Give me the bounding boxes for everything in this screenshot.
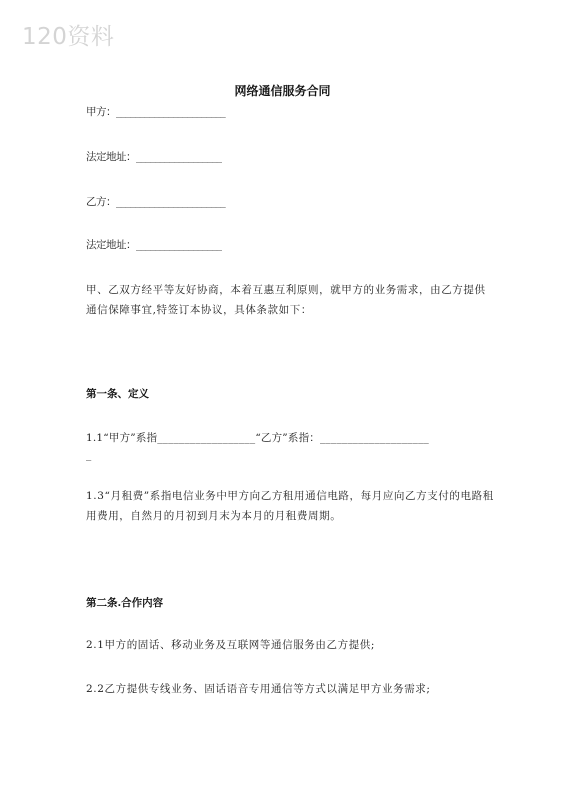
intro-paragraph: 甲、乙双方经平等友好协商，本着互惠互利原则，就甲方的业务需求，由乙方提供通信保障事宜,特签订本协议，具体条款如下： bbox=[86, 284, 486, 316]
party-a-line: 甲方：_______________________ bbox=[86, 106, 226, 118]
party-a-address-line: 法定地址：__________________ bbox=[86, 151, 222, 163]
clause-1-1-continuation: _ bbox=[86, 449, 92, 461]
document-title: 网络通信服务合同 bbox=[234, 84, 331, 98]
clause-1-1: 1.1“甲方”系指__________________“乙方”系指：____________________ bbox=[86, 432, 429, 444]
watermark-logo: 120资料 bbox=[22, 24, 115, 50]
article-2-heading: 第二条.合作内容 bbox=[86, 597, 164, 609]
article-1-heading: 第一条、定义 bbox=[86, 388, 149, 400]
party-b-address-line: 法定地址：__________________ bbox=[86, 239, 222, 251]
clause-2-2: 2.2乙方提供专线业务、固话语音专用通信等方式以满足甲方业务需求; bbox=[86, 683, 431, 695]
clause-1-3: 1.3“月租费”系指电信业务中甲方向乙方租用通信电路，每月应向乙方支付的电路租用费用，自然月的月初到月末为本月的月租费周期。 bbox=[86, 490, 494, 522]
clause-2-1: 2.1甲方的固话、移动业务及互联网等通信服务由乙方提供; bbox=[86, 639, 376, 651]
party-b-line: 乙方：_______________________ bbox=[86, 196, 226, 208]
